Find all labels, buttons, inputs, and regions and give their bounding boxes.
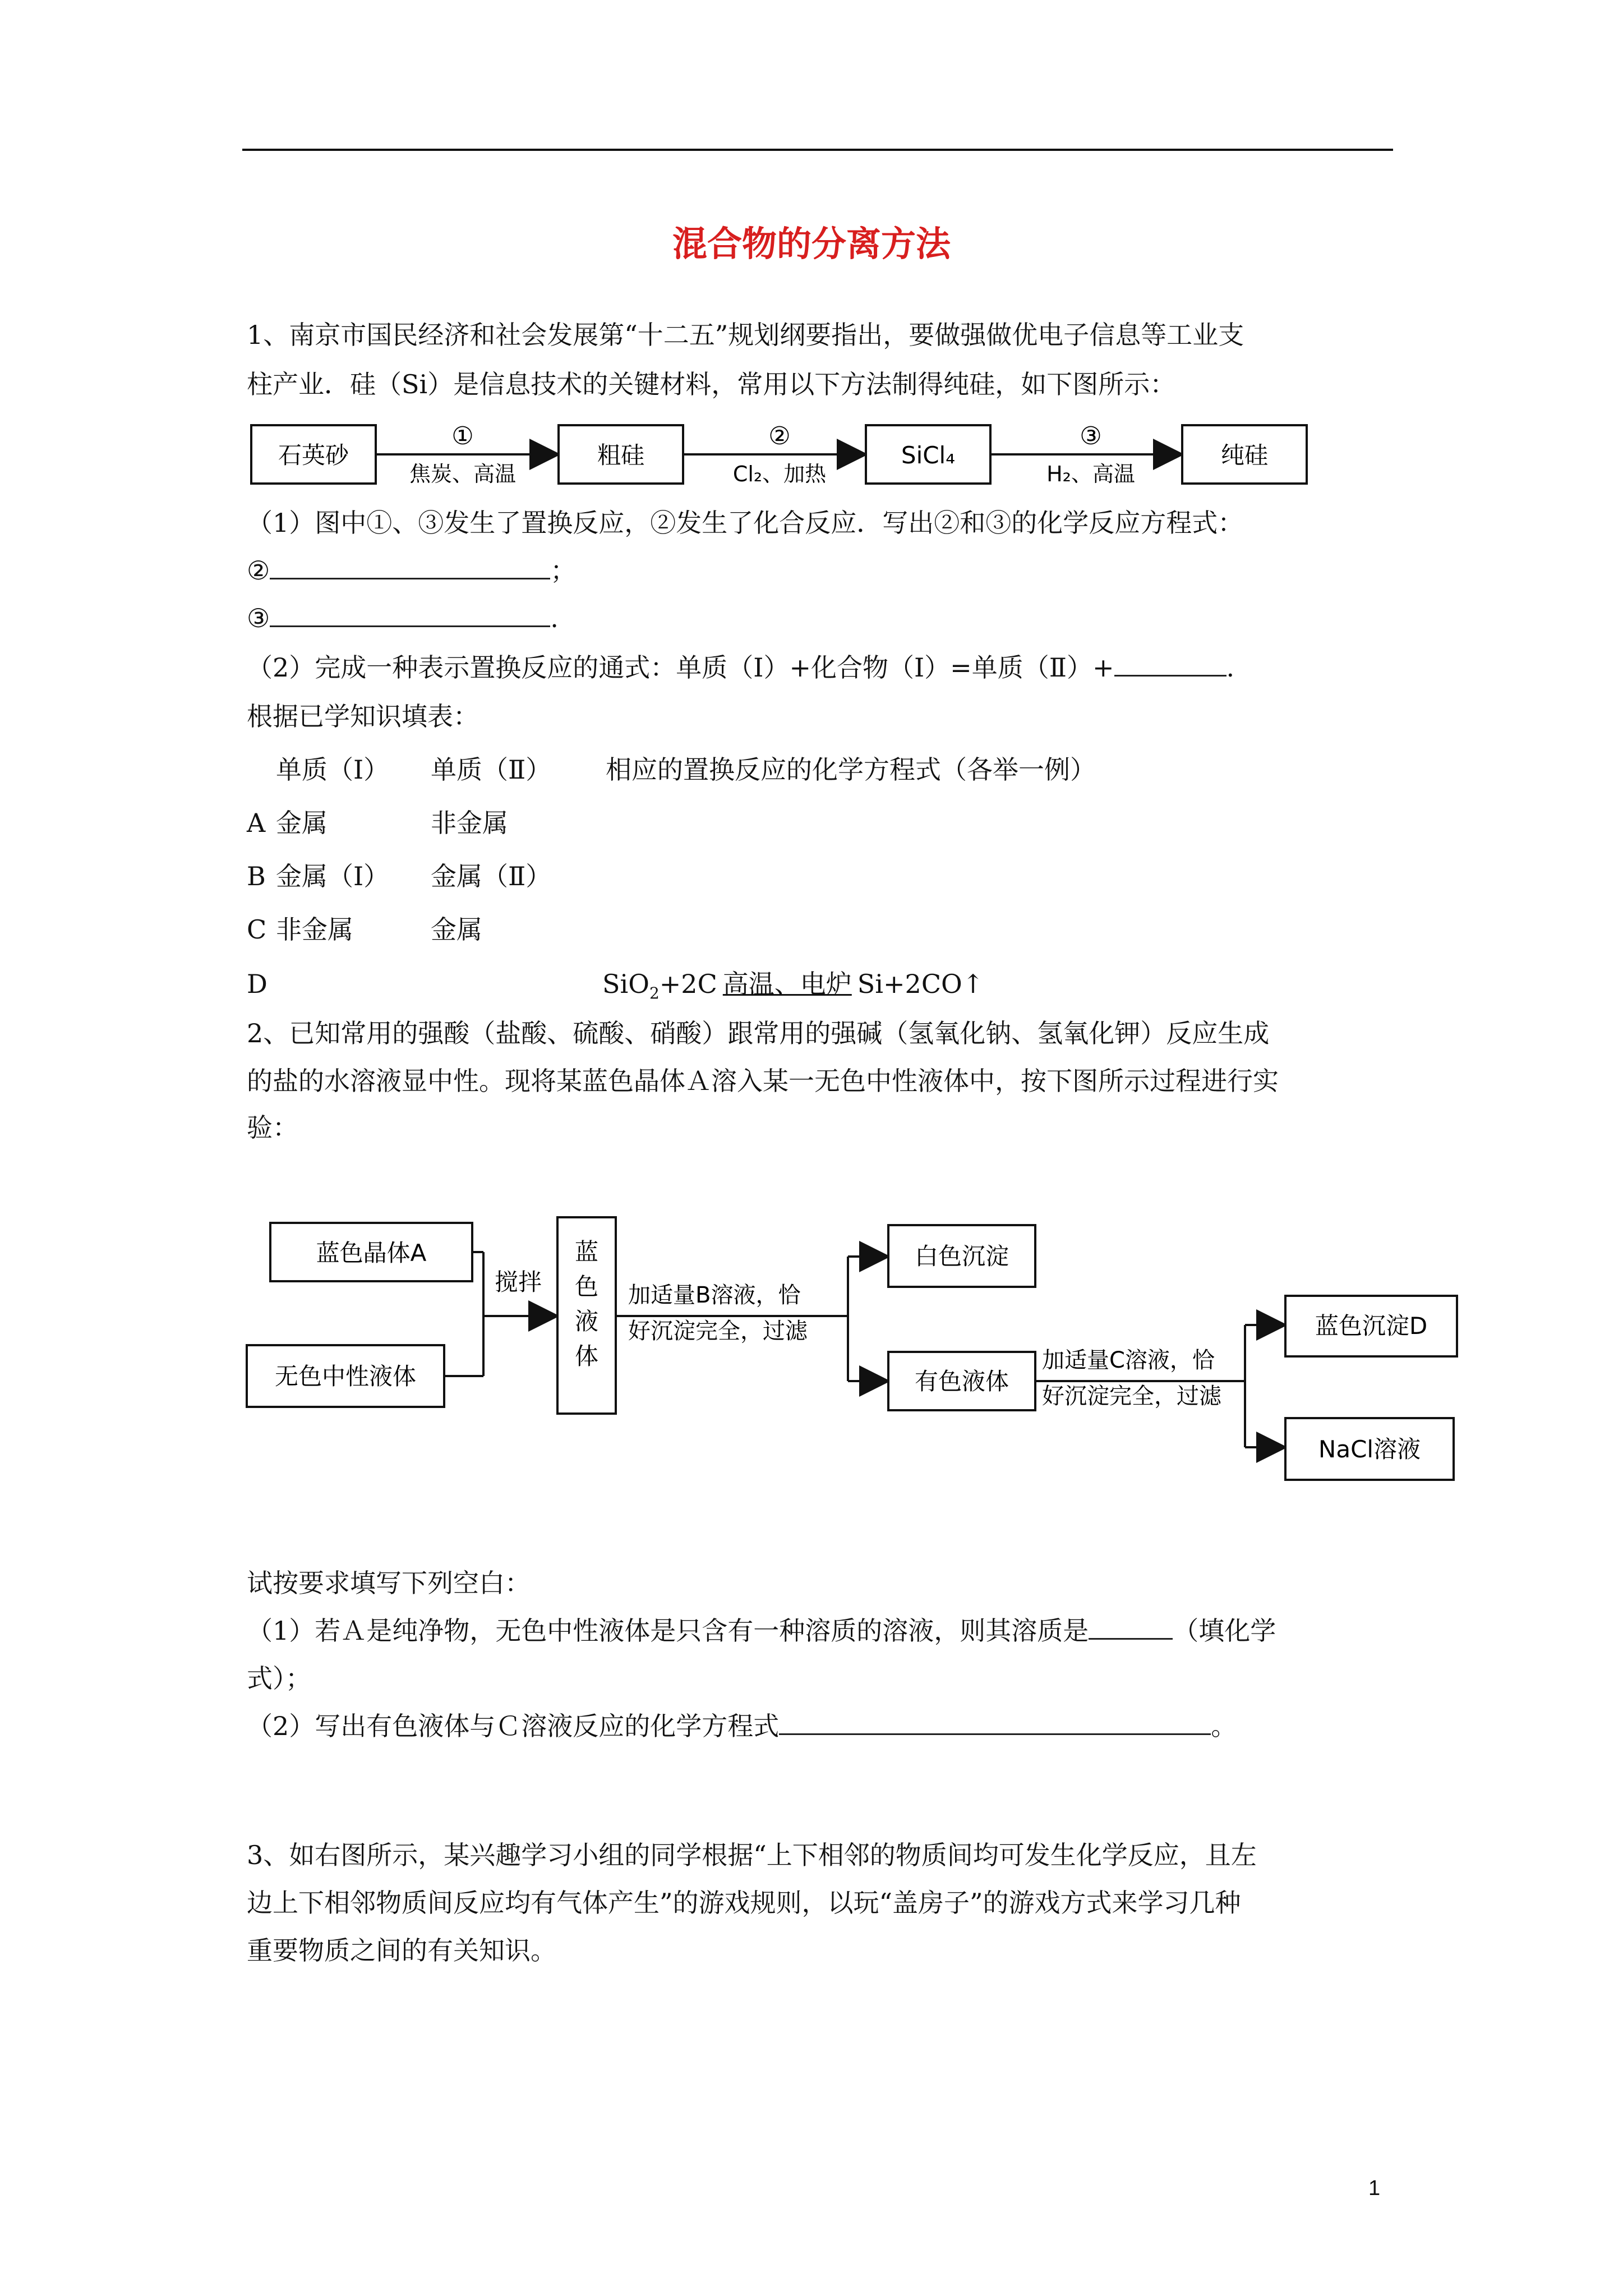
q1-blank3-label: ③: [247, 603, 270, 633]
row-c-c1: 非金属: [276, 914, 353, 945]
flow-box-pure-si-label: 纯硅: [1220, 441, 1269, 469]
row-c-c2: 金属: [431, 914, 482, 945]
q3-line1: 3、如右图所示，某兴趣学习小组的同学根据“上下相邻的物质间均可发生化学反应，且左: [247, 1840, 1257, 1870]
q1-blank3-line: [247, 595, 559, 642]
q1-sub1: （1）图中①、③发生了置换反应，②发生了化合反应．写出②和③的化学反应方程式：: [247, 508, 1244, 538]
row-a-c2: 非金属: [431, 808, 508, 838]
q1-answer-blank-general[interactable]: [1114, 652, 1227, 677]
q1-blank2-end: ；: [550, 555, 577, 586]
label-add-b-line2: 好沉淀完全，过滤: [628, 1318, 808, 1344]
q2-sub2-line: [247, 1703, 1237, 1750]
reaction-condition: 高温、电炉: [722, 969, 852, 999]
q2-sub1-tail: （填化学: [1173, 1616, 1276, 1646]
q2-intro-line3: 验：: [247, 1112, 298, 1143]
q1-answer-blank-3[interactable]: [270, 603, 550, 627]
q1-sub2-line: [247, 644, 1234, 691]
q2-sub2-end: 。: [1211, 1711, 1237, 1741]
experiment-flow-diagram: [241, 1206, 1464, 1498]
q1-sub2: （2）完成一种表示置换反应的通式：单质（I）+化合物（I）=单质（Ⅱ）+: [247, 652, 1114, 683]
q1-blank2-line: [247, 547, 576, 594]
q1-intro-line1: 1、南京市国民经济和社会发展第“十二五”规划纲要指出，要做强做优电子信息等工业支: [247, 320, 1244, 350]
page-number: 1: [1368, 2177, 1381, 2200]
box-white-precipitate-label: 白色沉淀: [914, 1243, 1009, 1270]
flow-box-crude-si-label: 粗硅: [597, 441, 645, 469]
row-a-c1: 金属: [276, 808, 328, 838]
flow-step-1: ①: [451, 422, 474, 450]
q1-table-intro: 根据已学知识填表：: [247, 701, 479, 731]
silicon-flow-diagram: [241, 409, 1324, 499]
blue-liquid-char-1: 蓝: [574, 1238, 599, 1266]
q3-line3: 重要物质之间的有关知识。: [247, 1935, 556, 1966]
row-a-label: A: [247, 808, 266, 838]
header-rule: [242, 149, 1393, 151]
q2-sub1-line2: 式）；: [247, 1663, 311, 1694]
blue-liquid-char-2: 色: [574, 1273, 599, 1300]
row-d-equation: SiO$_2$+2C 高温、电炉 Si+2CO↑: [602, 969, 984, 1003]
table-header-c1: 单质（I）: [276, 754, 390, 785]
row-b-label: B: [247, 861, 266, 891]
flow-step-2: ②: [768, 422, 791, 450]
box-blue-precipitate-label: 蓝色沉淀D: [1315, 1312, 1428, 1340]
label-add-c-line1: 加适量C溶液，恰: [1042, 1347, 1215, 1373]
label-add-c-line2: 好沉淀完全，过滤: [1042, 1383, 1221, 1409]
q1-blank2-label: ②: [247, 555, 270, 586]
flow-box-sicl4-label: SiCl₄: [901, 441, 956, 469]
q1-sub2-end: .: [1226, 652, 1235, 683]
blue-liquid-char-3: 液: [574, 1308, 599, 1335]
q2-sub1-text: （1）若Ａ是纯净物，无色中性液体是只含有一种溶质的溶液，则其溶质是: [247, 1616, 1089, 1646]
flow-box-quartz-label: 石英砂: [278, 441, 349, 469]
box-colorless-liquid-label: 无色中性液体: [274, 1363, 417, 1390]
row-d-label: D: [247, 969, 268, 999]
row-b-c2: 金属（Ⅱ）: [431, 861, 552, 891]
q1-blank3-end: .: [550, 603, 559, 633]
row-b-c1: 金属（I）: [276, 861, 390, 891]
flow-step-3: ③: [1080, 422, 1102, 450]
gas-arrow-icon: ↑: [962, 969, 984, 999]
label-add-b-line1: 加适量B溶液，恰: [628, 1282, 801, 1308]
box-colored-liquid-label: 有色液体: [914, 1368, 1009, 1395]
table-header-c3: 相应的置换反应的化学方程式（各举一例）: [606, 754, 1096, 785]
q2-sub2-text: （2）写出有色液体与Ｃ溶液反应的化学方程式: [247, 1711, 780, 1741]
q2-instructions: 试按要求填写下列空白：: [247, 1568, 531, 1598]
page-title: 混合物的分离方法: [672, 223, 951, 264]
label-stir: 搅拌: [494, 1268, 542, 1296]
box-nacl-solution-label: NaCl溶液: [1318, 1435, 1421, 1463]
blue-liquid-char-4: 体: [574, 1342, 599, 1370]
table-header-c2: 单质（Ⅱ）: [431, 754, 552, 785]
q1-intro-line2: 柱产业．硅（Si）是信息技术的关键材料，常用以下方法制得纯硅，如下图所示：: [247, 369, 1176, 399]
q2-intro-line1: 2、已知常用的强酸（盐酸、硫酸、硝酸）跟常用的强碱（氢氧化钠、氢氧化钾）反应生成: [247, 1018, 1270, 1048]
q1-answer-blank-2[interactable]: [270, 555, 550, 579]
q2-answer-blank-equation[interactable]: [779, 1711, 1211, 1735]
q3-line2: 边上下相邻物质间反应均有气体产生”的游戏规则，以玩“盖房子”的游戏方式来学习几种: [247, 1888, 1241, 1918]
box-blue-crystal-label: 蓝色晶体A: [316, 1239, 427, 1267]
q2-answer-blank-solute[interactable]: [1089, 1616, 1173, 1640]
row-c-label: C: [247, 914, 267, 945]
q2-sub1-line1: [247, 1607, 1276, 1654]
q2-intro-line2: 的盐的水溶液显中性。现将某蓝色晶体Ａ溶入某一无色中性液体中，按下图所示过程进行实: [247, 1066, 1279, 1096]
flow-condition-2: Cl₂、加热: [732, 462, 827, 486]
flow-condition-1: 焦炭、高温: [409, 462, 517, 486]
flow-condition-3: H₂、高温: [1046, 462, 1135, 486]
